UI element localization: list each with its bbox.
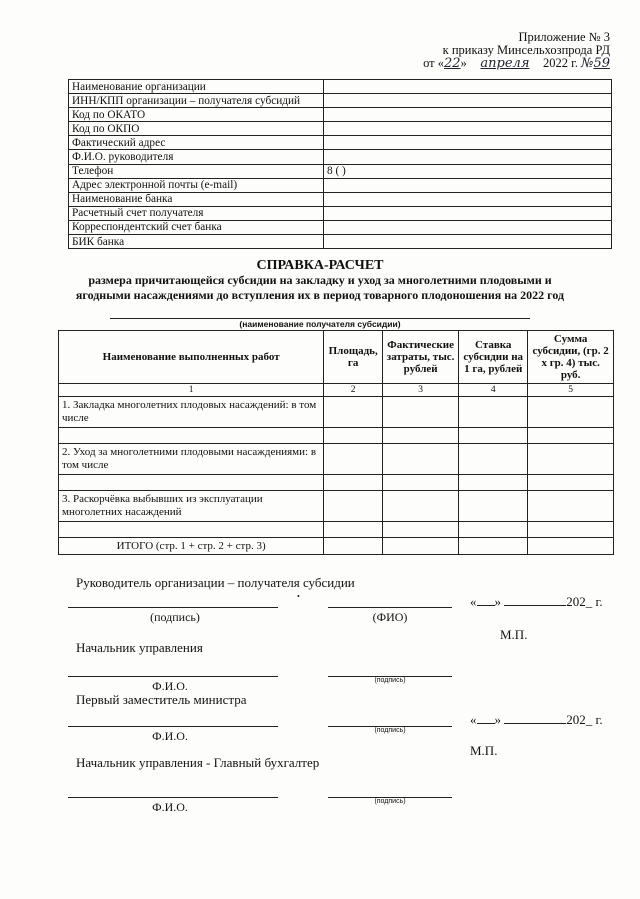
info-label: Код по ОКПО	[69, 122, 324, 136]
info-value[interactable]	[324, 108, 612, 122]
area-cell[interactable]	[324, 491, 383, 522]
sum-cell[interactable]	[528, 397, 614, 428]
date-day: 22	[444, 56, 461, 71]
area-cell[interactable]	[324, 444, 383, 475]
total-sum-cell[interactable]	[528, 538, 614, 555]
costs-cell[interactable]	[383, 475, 459, 491]
info-row	[69, 150, 612, 164]
seal-place: М.П.	[500, 627, 528, 642]
table-header-row	[59, 331, 614, 384]
fio-caption: Ф.И.О.	[152, 729, 188, 743]
total-area-cell[interactable]	[324, 538, 383, 555]
recipient-caption: (наименование получателя субсидии)	[239, 319, 401, 329]
info-value[interactable]	[324, 94, 612, 108]
date-field-2	[470, 712, 603, 728]
info-label: Наименование банка	[69, 192, 324, 206]
rate-cell[interactable]	[459, 397, 528, 428]
header-rate: Ставка субсидии на 1 га, рублей	[459, 331, 528, 384]
column-number: 5	[528, 384, 614, 397]
date-month: апреля	[480, 56, 530, 71]
info-label: Наименование организации	[69, 80, 324, 94]
table-row	[59, 444, 614, 475]
organization-info-table	[68, 79, 612, 249]
date-prefix: от «	[423, 56, 444, 70]
signature-caption: (подпись)	[150, 610, 200, 624]
number-prefix: №	[581, 56, 594, 71]
month-blank[interactable]	[504, 605, 566, 606]
costs-cell[interactable]	[383, 491, 459, 522]
fio-caption: (ФИО)	[372, 610, 408, 624]
info-label: Код по ОКАТО	[69, 108, 324, 122]
info-label: Телефон	[69, 164, 324, 178]
fio-line[interactable]	[68, 676, 278, 677]
table-row	[59, 428, 614, 444]
area-cell[interactable]	[324, 522, 383, 538]
first-deputy-label: Первый заместитель министра	[76, 692, 247, 707]
stray-mark: •	[297, 592, 300, 601]
info-row	[69, 122, 612, 136]
info-value[interactable]	[324, 220, 612, 234]
document-title: СПРАВКА-РАСЧЕТ	[256, 258, 384, 273]
column-number: 1	[59, 384, 324, 397]
info-row	[69, 235, 612, 249]
order-reference: к приказу Минсельхозпрода РД	[442, 43, 610, 57]
costs-cell[interactable]	[383, 522, 459, 538]
date-mid: »	[460, 56, 467, 70]
rate-cell[interactable]	[459, 522, 528, 538]
date-open: «	[470, 712, 477, 727]
info-row	[69, 164, 612, 178]
info-value[interactable]	[324, 150, 612, 164]
info-label: Адрес электронной почты (e-mail)	[69, 178, 324, 192]
info-row	[69, 94, 612, 108]
fio-caption: Ф.И.О.	[152, 800, 188, 814]
sum-cell[interactable]	[528, 444, 614, 475]
rate-cell[interactable]	[459, 475, 528, 491]
date-year: 202_ г.	[566, 594, 603, 609]
costs-cell[interactable]	[383, 397, 459, 428]
month-blank[interactable]	[504, 723, 566, 724]
info-label: БИК банка	[69, 235, 324, 249]
info-value[interactable]	[324, 80, 612, 94]
signature-line[interactable]	[68, 607, 278, 608]
fio-line[interactable]	[328, 607, 452, 608]
info-row	[69, 206, 612, 220]
area-cell[interactable]	[324, 428, 383, 444]
subrow-cell[interactable]	[59, 428, 324, 444]
total-rate-cell[interactable]	[459, 538, 528, 555]
column-number-row	[59, 384, 614, 397]
sum-cell[interactable]	[528, 491, 614, 522]
rate-cell[interactable]	[459, 491, 528, 522]
table-row	[59, 397, 614, 428]
column-number: 2	[324, 384, 383, 397]
fio-line[interactable]	[68, 797, 278, 798]
seal-place: М.П.	[470, 743, 498, 758]
info-value[interactable]	[324, 122, 612, 136]
table-row	[59, 475, 614, 491]
order-date	[423, 56, 610, 71]
signature-caption: (подпись)	[374, 798, 406, 805]
header-sum: Сумма субсидии, (гр. 2 х гр. 4) тыс. руб.	[528, 331, 614, 384]
info-label: ИНН/КПП организации – получателя субсидий	[69, 94, 324, 108]
row-label-planting: 1. Закладка многолетних плодовых насаждений: в том числе	[59, 397, 324, 428]
signature-caption: (подпись)	[374, 727, 406, 734]
date-close: »	[494, 712, 501, 727]
total-label: ИТОГО (стр. 1 + стр. 2 + стр. 3)	[59, 538, 324, 555]
total-row	[59, 538, 614, 555]
sum-cell[interactable]	[528, 428, 614, 444]
row-label-uprooting: 3. Раскорчёвка выбывших из эксплуатации многолетних насаждений	[59, 491, 324, 522]
info-row	[69, 136, 612, 150]
info-value[interactable]	[324, 178, 612, 192]
date-year: 2022 г.	[543, 56, 579, 70]
date-open: «	[470, 594, 477, 609]
info-value[interactable]: 8 ( )	[324, 164, 612, 178]
column-number: 4	[459, 384, 528, 397]
info-value[interactable]	[324, 136, 612, 150]
subrow-cell[interactable]	[59, 522, 324, 538]
chief-accountant-label: Начальник управления - Главный бухгалтер	[76, 755, 320, 770]
subrow-cell[interactable]	[59, 475, 324, 491]
header-area: Площадь, га	[324, 331, 383, 384]
subsidy-calculation-table	[58, 330, 614, 555]
rate-cell[interactable]	[459, 444, 528, 475]
order-number: 59	[593, 56, 610, 71]
column-number: 3	[383, 384, 459, 397]
subtitle-line-1: размера причитающейся субсидии на закладку и уход за многолетними плодовыми и	[88, 273, 552, 287]
info-row	[69, 220, 612, 234]
sum-cell[interactable]	[528, 522, 614, 538]
head-org-label: Руководитель организации – получателя субсидии	[76, 575, 355, 590]
table-row	[59, 491, 614, 522]
header-costs: Фактические затраты, тыс. рублей	[383, 331, 459, 384]
info-label: Ф.И.О. руководителя	[69, 150, 324, 164]
date-close: »	[494, 594, 501, 609]
appendix-number: Приложение № 3	[518, 30, 610, 44]
info-row	[69, 192, 612, 206]
info-value[interactable]	[324, 235, 612, 249]
row-label-care: 2. Уход за многолетними плодовыми насаждениями: в том числе	[59, 444, 324, 475]
area-cell[interactable]	[324, 397, 383, 428]
info-label: Фактический адрес	[69, 136, 324, 150]
costs-cell[interactable]	[383, 428, 459, 444]
date-year: 202_ г.	[566, 712, 603, 727]
total-costs-cell[interactable]	[383, 538, 459, 555]
table-row	[59, 522, 614, 538]
header-works: Наименование выполненных работ	[59, 331, 324, 384]
fio-line[interactable]	[68, 726, 278, 727]
info-value[interactable]	[324, 192, 612, 206]
dept-head-label: Начальник управления	[76, 640, 203, 655]
costs-cell[interactable]	[383, 444, 459, 475]
area-cell[interactable]	[324, 475, 383, 491]
info-row	[69, 178, 612, 192]
subtitle-line-2: ягодными насаждениями до вступления их в период товарного плодоношения на 2022 год	[75, 288, 565, 302]
info-value[interactable]	[324, 206, 612, 220]
info-label: Расчетный счет получателя	[69, 206, 324, 220]
day-blank[interactable]	[477, 605, 495, 606]
fio-caption: Ф.И.О.	[152, 679, 188, 693]
signature-caption: (подпись)	[374, 677, 406, 684]
date-field-1	[470, 594, 603, 610]
sum-cell[interactable]	[528, 475, 614, 491]
info-row	[69, 80, 612, 94]
rate-cell[interactable]	[459, 428, 528, 444]
info-label: Корреспондентский счет банка	[69, 220, 324, 234]
info-row	[69, 108, 612, 122]
document-subtitle	[0, 273, 640, 303]
day-blank[interactable]	[477, 723, 495, 724]
